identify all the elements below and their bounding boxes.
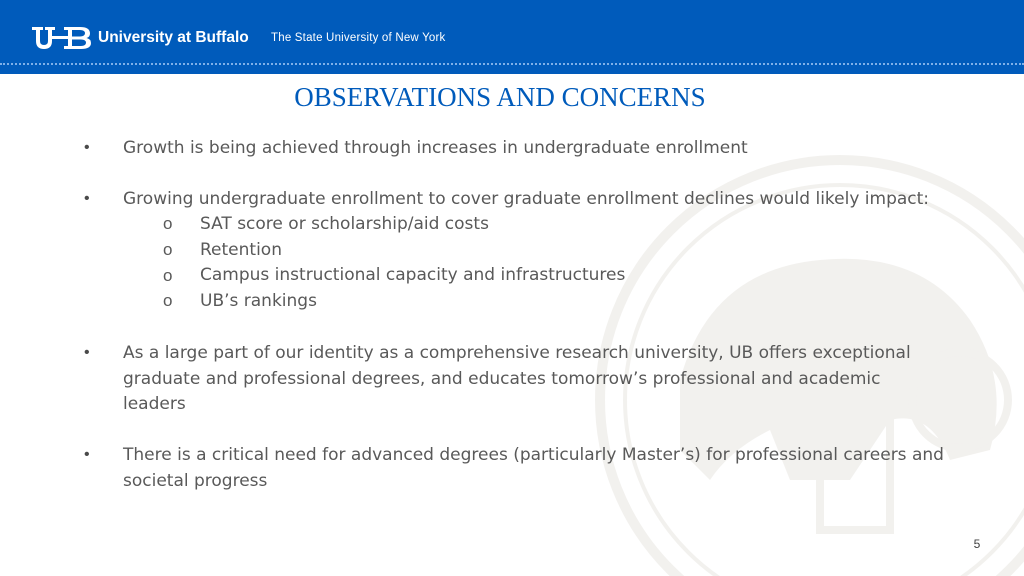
sub-bullet-marker: o: [163, 266, 173, 285]
bullet-marker: •: [84, 446, 90, 463]
sub-bullet-marker: o: [163, 240, 173, 259]
sub-bullet-text-capacity: Campus instructional capacity and infrastructures: [200, 265, 626, 285]
sub-bullet-marker: o: [163, 214, 173, 233]
sub-bullet-text-sat: SAT score or scholarship/aid costs: [200, 214, 489, 234]
bullet-marker: •: [84, 344, 90, 361]
page-number: 5: [973, 537, 981, 551]
university-subtitle: The State University of New York: [271, 32, 446, 44]
page-title: OBSERVATIONS AND CONCERNS: [294, 82, 706, 112]
sub-bullet-text-rankings: UB’s rankings: [200, 291, 317, 311]
bullet-text-impact: Growing undergraduate enrollment to cover graduate enrollment declines would likely impact:: [123, 189, 930, 209]
bullet-marker: •: [84, 139, 90, 156]
bullet-text-identity: As a large part of our identity as a comprehensive research university, UB offers exceptional graduate and professional degrees, and educates tomorrow’s professional and academic leaders: [123, 343, 911, 415]
sub-bullet-marker: o: [163, 291, 173, 310]
sub-bullet-text-retention: Retention: [200, 240, 282, 260]
university-name: University at Buffalo: [98, 29, 249, 46]
bullet-marker: •: [84, 190, 90, 207]
bullet-text-growth: Growth is being achieved through increases in undergraduate enrollment: [123, 138, 748, 158]
bullet-text-advanced-degrees: There is a critical need for advanced degrees (particularly Master’s) for professional careers and societal progress: [123, 445, 944, 491]
